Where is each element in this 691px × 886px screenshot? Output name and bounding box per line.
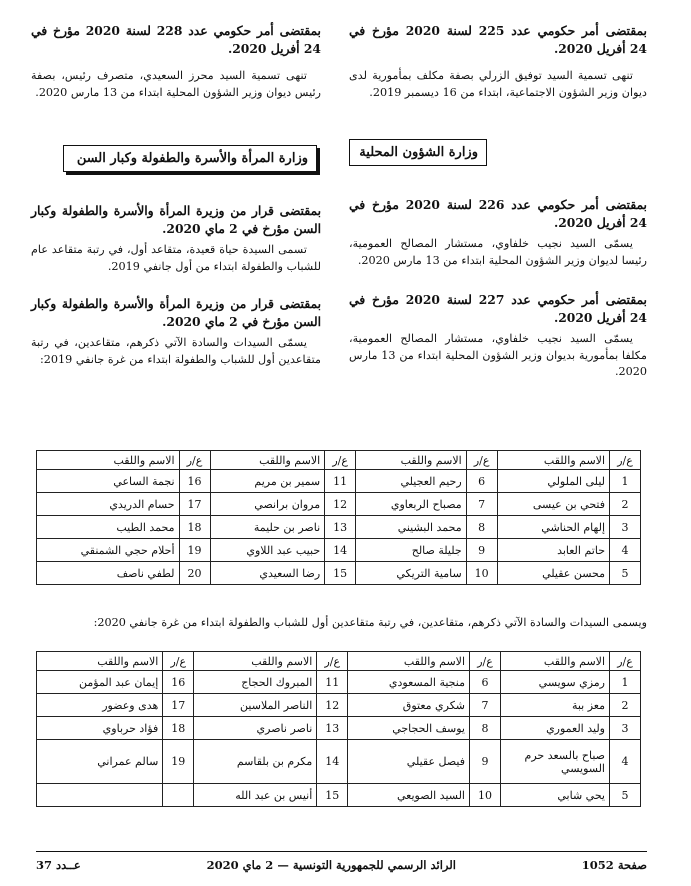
table-row — [37, 470, 641, 493]
header-cell: الاسم واللقب — [501, 652, 610, 671]
decree-heading: بمقتضى أمر حكومي عدد 225 لسنة 2020 مؤرخ في 24 أفريل 2020. — [349, 23, 647, 56]
table-cell: 2 — [610, 694, 641, 717]
table-cell: 15 — [317, 784, 348, 807]
decree-226 — [349, 196, 647, 269]
table-cell: ليلى الملولي — [497, 470, 609, 493]
table-row — [37, 717, 641, 740]
decree-225 — [349, 22, 647, 101]
table-cell: المبروك الحجاج — [194, 671, 317, 694]
table-cell: يحي شابي — [501, 784, 610, 807]
header-cell: الاسم واللقب — [348, 652, 470, 671]
footer-issue-number: عــدد 37 — [36, 858, 81, 872]
decision-heading: بمقتضى قرار من وزيرة المرأة والأسرة والطفولة وكبار السن مؤرخ في 2 ماي 2020. — [31, 296, 321, 329]
table-cell: 11 — [325, 470, 356, 493]
table-cell: 8 — [470, 717, 501, 740]
table-cell: 14 — [317, 740, 348, 784]
table-cell: محمد البشيني — [356, 516, 467, 539]
header-cell: ع/ر — [317, 652, 348, 671]
decree-heading: بمقتضى أمر حكومي عدد 228 لسنة 2020 مؤرخ في 24 أفريل 2020. — [31, 23, 321, 56]
table-cell: 10 — [470, 784, 501, 807]
table-cell: مروان برانصي — [210, 493, 325, 516]
table-cell: 16 — [163, 671, 194, 694]
decision-text: يسمّى السيدات والسادة الآتي ذكرهم، متقاعدين، في رتبة متقاعدين أول للشباب والطفولة ابتداء من غرة جانفي 2019: — [31, 336, 321, 366]
table-cell: فيصل عقيلي — [348, 740, 470, 784]
ministry-heading-local-affairs: وزارة الشؤون المحلية — [349, 139, 487, 166]
header-cell: الاسم واللقب — [356, 451, 467, 470]
promotion-table-2019 — [36, 450, 641, 585]
table-cell: 19 — [179, 539, 210, 562]
table-cell: ناصر ناصري — [194, 717, 317, 740]
table-cell: سامية التريكي — [356, 562, 467, 585]
table-row — [37, 562, 641, 585]
footer-journal-title: الرائد الرسمي للجمهورية التونسية — 2 ماي 2020 — [206, 858, 456, 872]
table-cell: فتحي بن عيسى — [497, 493, 609, 516]
table-cell: أحلام حجي الشمنقي — [37, 539, 180, 562]
table-cell: 8 — [466, 516, 497, 539]
table-cell: مصباح الربعاوي — [356, 493, 467, 516]
table-cell: حاتم العابد — [497, 539, 609, 562]
table-cell: السيد الصويعي — [348, 784, 470, 807]
decree-text: تنهى تسمية السيد محرز السعيدي، متصرف رئيس، بصفة رئيس ديوان وزير الشؤون المحلية ابتداء من 13 مارس 2020. — [31, 69, 321, 99]
decree-228 — [31, 22, 321, 101]
table-cell: 1 — [610, 470, 641, 493]
table-cell — [163, 784, 194, 807]
header-cell: ع/ر — [470, 652, 501, 671]
table-cell: منجية المسعودي — [348, 671, 470, 694]
table-cell: 3 — [610, 516, 641, 539]
table-cell: حسام الدريدي — [37, 493, 180, 516]
table-cell: 13 — [325, 516, 356, 539]
table-cell: رحيم العجيلي — [356, 470, 467, 493]
table-cell: 4 — [610, 539, 641, 562]
table-row — [37, 694, 641, 717]
header-cell: الاسم واللقب — [37, 652, 163, 671]
table-cell: 17 — [163, 694, 194, 717]
table-cell: صباح بالسعد حرم السويسي — [501, 740, 610, 784]
table-cell: 6 — [466, 470, 497, 493]
table-cell: محسن عقيلي — [497, 562, 609, 585]
decree-227 — [349, 291, 647, 381]
table-row — [37, 493, 641, 516]
table-cell: 12 — [325, 493, 356, 516]
table-row — [37, 671, 641, 694]
table-cell: 9 — [470, 740, 501, 784]
table-cell: 5 — [610, 784, 641, 807]
table-cell: 11 — [317, 671, 348, 694]
decision-women-1 — [31, 202, 321, 275]
decision-women-2 — [31, 295, 321, 368]
table-cell: الناصر الملاسين — [194, 694, 317, 717]
table-cell: معز ببة — [501, 694, 610, 717]
table-cell: 2 — [610, 493, 641, 516]
table-cell — [37, 784, 163, 807]
header-cell: ع/ر — [466, 451, 497, 470]
table-cell: إلهام الحناشي — [497, 516, 609, 539]
header-cell: ع/ر — [610, 451, 641, 470]
decree-text: يسمّى السيد نجيب خلفاوي، مستشار المصالح العمومية، مكلفا بمأمورية بديوان وزير الشؤون المحلية ابتداء من 13 مارس 2020. — [349, 332, 647, 378]
decree-text: تنهى تسمية السيد توفيق الزرلي بصفة مكلف بمأمورية لدى ديوان وزير الشؤون الاجتماعية، ابتداء من 16 ديسمبر 2019. — [349, 69, 647, 99]
table-cell: 6 — [470, 671, 501, 694]
table-cell: 16 — [179, 470, 210, 493]
table-cell: سالم عمراني — [37, 740, 163, 784]
table-cell: وليد العموري — [501, 717, 610, 740]
table-cell: 4 — [610, 740, 641, 784]
table-cell: مكرم بن بلقاسم — [194, 740, 317, 784]
table-cell: 3 — [610, 717, 641, 740]
table-cell: 15 — [325, 562, 356, 585]
ministry-heading-women-family: وزارة المرأة والأسرة والطفولة وكبار السن — [63, 145, 317, 172]
header-cell: الاسم واللقب — [497, 451, 609, 470]
table-cell: ناصر بن حليمة — [210, 516, 325, 539]
table-cell: فؤاد حرباوي — [37, 717, 163, 740]
table-row — [37, 784, 641, 807]
table-cell: حبيب عبد اللاوي — [210, 539, 325, 562]
table-cell: 12 — [317, 694, 348, 717]
table-cell: أنيس بن عبد الله — [194, 784, 317, 807]
decree-heading: بمقتضى أمر حكومي عدد 226 لسنة 2020 مؤرخ في 24 أفريل 2020. — [349, 197, 647, 230]
table-cell: رمزي سويسي — [501, 671, 610, 694]
table-cell: 5 — [610, 562, 641, 585]
page-footer — [36, 851, 647, 872]
table-row — [37, 539, 641, 562]
table-cell: هدى وعضور — [37, 694, 163, 717]
decree-heading: بمقتضى أمر حكومي عدد 227 لسنة 2020 مؤرخ في 24 أفريل 2020. — [349, 292, 647, 325]
table-cell: سمير بن مريم — [210, 470, 325, 493]
left-column — [31, 22, 321, 382]
header-cell: ع/ر — [325, 451, 356, 470]
table-cell: 9 — [466, 539, 497, 562]
table-header-row — [37, 652, 641, 671]
header-cell: ع/ر — [610, 652, 641, 671]
header-cell: الاسم واللقب — [210, 451, 325, 470]
table-cell: شكري معتوق — [348, 694, 470, 717]
table-cell: 7 — [470, 694, 501, 717]
table-row — [37, 516, 641, 539]
right-column — [349, 22, 647, 395]
table-cell: نجمة الساعي — [37, 470, 180, 493]
table-cell: جليلة صالح — [356, 539, 467, 562]
table-cell: محمد الطيب — [37, 516, 180, 539]
table-cell: 1 — [610, 671, 641, 694]
header-cell: الاسم واللقب — [194, 652, 317, 671]
table-cell: 10 — [466, 562, 497, 585]
promotion-sentence-2020: ويسمى السيدات والسادة الآتي ذكرهم، متقاعدين، في رتبة متقاعدين أول للشباب والطفولة ابتداء من غرة جانفي 2020: — [93, 616, 647, 629]
header-cell: الاسم واللقب — [37, 451, 180, 470]
table-row — [37, 740, 641, 784]
table-cell: 18 — [163, 717, 194, 740]
table-cell: 7 — [466, 493, 497, 516]
table-header-row — [37, 451, 641, 470]
table-cell: 20 — [179, 562, 210, 585]
table-cell: 13 — [317, 717, 348, 740]
promotion-table-2020 — [36, 651, 641, 807]
header-cell: ع/ر — [163, 652, 194, 671]
table-cell: إيمان عبد المؤمن — [37, 671, 163, 694]
table-cell: لطفي ناصف — [37, 562, 180, 585]
table-cell: 14 — [325, 539, 356, 562]
decree-text: يسمّى السيد نجيب خلفاوي، مستشار المصالح العمومية، رئيسا لديوان وزير الشؤون المحلية ابتداء من 13 مارس 2020. — [349, 237, 647, 267]
table-cell: 17 — [179, 493, 210, 516]
decision-text: تسمى السيدة حياة قعيدة، متقاعد أول، في رتبة متقاعد عام للشباب والطفولة ابتداء من أول جانفي 2019. — [31, 243, 321, 273]
header-cell: ع/ر — [179, 451, 210, 470]
decision-heading: بمقتضى قرار من وزيرة المرأة والأسرة والطفولة وكبار السن مؤرخ في 2 ماي 2020. — [31, 203, 321, 236]
table-cell: 18 — [179, 516, 210, 539]
table-cell: يوسف الحجاجي — [348, 717, 470, 740]
table-cell: رضا السعيدي — [210, 562, 325, 585]
table-cell: 19 — [163, 740, 194, 784]
footer-page-number: صفحة 1052 — [581, 858, 647, 872]
